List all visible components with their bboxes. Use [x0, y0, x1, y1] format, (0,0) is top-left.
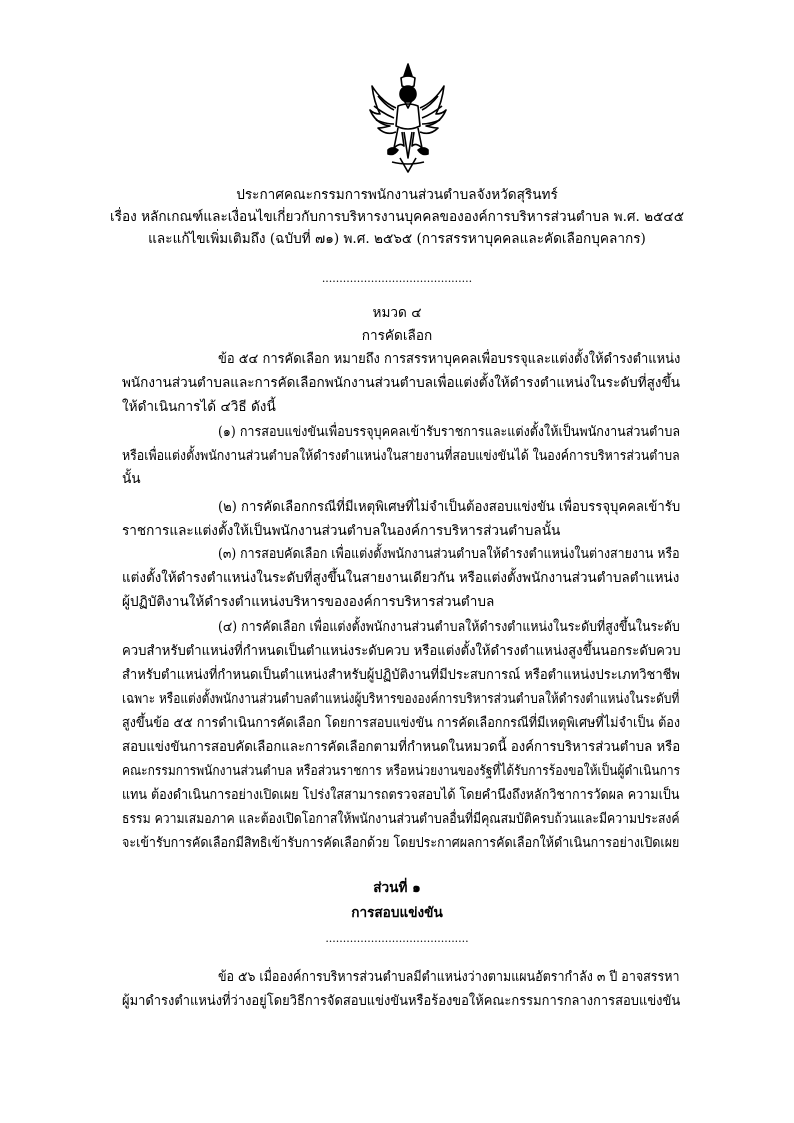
chapter-number: หมวด ๔	[372, 305, 422, 321]
p6-line-1: ข้อ ๕๖ เมื่อองค์การบริหารส่วนตำบลมีตำแหน่งว่างตามแผนอัตรากำลัง ๓ ปี อาจสรรหา	[218, 969, 680, 985]
chapter-title: การคัดเลือก	[361, 328, 433, 344]
p2-line-3: นั้น	[122, 471, 141, 487]
p5-line-10: จะเข้ารับการคัดเลือกมีสิทธิเข้ารับการคัดเลือกด้วย โดยประกาศผลการคัดเลือกให้ดำเนินการอย่างเปิดเผย	[122, 835, 680, 851]
p5-line-4: เฉพาะ หรือแต่งตั้งพนักงานส่วนตำบลตำแหน่งผู้บริหารขององค์การบริหารส่วนตำบลให้ดำรงตำแหน่งในระดับที่	[122, 691, 680, 707]
p4-line-1: (๓) การสอบคัดเลือก เพื่อแต่งตั้งพนักงานส่วนตำบลให้ดำรงตำแหน่งในต่างสายงาน หรือ	[218, 546, 680, 562]
section-title: การสอบแข่งขัน	[351, 905, 443, 921]
p5-line-6: สอบแข่งขันการสอบคัดเลือกและการคัดเลือกตามที่กำหนดในหมวดนี้ องค์การบริหารส่วนตำบล หรือ	[122, 739, 681, 755]
announcement-subject: เรื่อง หลักเกณฑ์และเงื่อนไขเกี่ยวกับการบริหารงานบุคคลขององค์การบริหารส่วนตำบล พ.ศ. ๒๕๔๕	[110, 209, 684, 225]
p5-line-8: แทน ต้องดำเนินการอย่างเปิดเผย โปร่งใสสามารถตรวจสอบได้ โดยคำนึงถึงหลักวิชาการวัดผล ความเป็น	[122, 787, 680, 803]
p5-line-7: คณะกรรมการพนักงานส่วนตำบล หรือส่วนราชการ หรือหน่วยงานของรัฐที่ได้รับการร้องขอให้เป็นผู้ดำเนินการ	[122, 763, 681, 779]
p4-line-2: แต่งตั้งให้ดำรงตำแหน่งในระดับที่สูงขึ้นในสายงานเดียวกัน หรือแต่งตั้งพนักงานส่วนตำบลตำแหน่ง	[122, 570, 680, 586]
p5-line-5: สูงขึ้นข้อ ๕๕ การดำเนินการคัดเลือก โดยการสอบแข่งขัน การคัดเลือกกรณีที่มีเหตุพิเศษที่ไม่จำเป็น ต้อง	[122, 715, 681, 731]
section-number: ส่วนที่ ๑	[373, 880, 421, 896]
header-separator: ...........................................	[321, 272, 473, 285]
p4-line-3: ผู้ปฏิบัติงานให้ดำรงตำแหน่งบริหารขององค์การบริหารส่วนตำบล	[122, 594, 495, 610]
p1-line-1: ข้อ ๕๔ การคัดเลือก หมายถึง การสรรหาบุคคลเพื่อบรรจุและแต่งตั้งให้ดำรงตำแหน่ง	[218, 351, 681, 367]
p5-line-1: (๔) การคัดเลือก เพื่อแต่งตั้งพนักงานส่วนตำบลให้ดำรงตำแหน่งในระดับที่สูงขึ้นในระดับ	[218, 619, 680, 635]
p5-line-3: สำหรับตำแหน่งที่กำหนดเป็นตำแหน่งสำหรับผู้ปฏิบัติงานที่มีประสบการณ์ หรือตำแหน่งประเภทวิชาชีพ	[122, 667, 680, 683]
p3-line-1: (๒) การคัดเลือกกรณีที่มีเหตุพิเศษที่ไม่จำเป็นต้องสอบแข่งขัน เพื่อบรรจุบุคคลเข้ารับ	[218, 499, 681, 515]
p5-line-2: ควบสำหรับตำแหน่งที่กำหนดเป็นตำแหน่งระดับควบ หรือแต่งตั้งให้ดำรงตำแหน่งสูงขึ้นนอกระดับควบ	[122, 643, 681, 659]
p3-line-2: ราชการและแต่งตั้งให้เป็นพนักงานส่วนตำบลในองค์การบริหารส่วนตำบลนั้น	[122, 523, 561, 539]
announcement-amendment: และแก้ไขเพิ่มเติมถึง (ฉบับที่ ๗๑) พ.ศ. ๒๕๖๕ (การสรรหาบุคคลและคัดเลือกบุคลากร)	[148, 231, 646, 247]
section-separator: .........................................	[325, 932, 469, 945]
p2-line-2: หรือเพื่อแต่งตั้งพนักงานส่วนตำบลให้ดำรงตำแหน่งในสายงานที่สอบแข่งขันได้ ในองค์การบริหารส่วนตำบล	[122, 448, 680, 464]
garuda-emblem-icon	[368, 62, 448, 174]
p5-line-9: ธรรม ความเสมอภาค และต้องเปิดโอกาสให้พนักงานส่วนตำบลอื่นที่มีคุณสมบัติครบถ้วนและมีความประสงค์	[122, 811, 680, 827]
p6-line-2: ผู้มาดำรงตำแหน่งที่ว่างอยู่โดยวิธีการจัดสอบแข่งขันหรือร้องขอให้คณะกรรมการกลางการสอบแข่งขัน	[122, 993, 681, 1009]
p1-line-2: พนักงานส่วนตำบลและการคัดเลือกพนักงานส่วนตำบลเพื่อแต่งตั้งให้ดำรงตำแหน่งในระดับที่สูงขึ้น	[122, 375, 681, 391]
announcement-title: ประกาศคณะกรรมการพนักงานส่วนตำบลจังหวัดสุรินทร์	[236, 187, 558, 203]
p2-line-1: (๑) การสอบแข่งขันเพื่อบรรจุบุคคลเข้ารับราชการและแต่งตั้งให้เป็นพนักงานส่วนตำบล	[218, 424, 681, 440]
p1-line-3: ให้ดำเนินการได้ ๔วิธี ดังนี้	[122, 399, 276, 415]
